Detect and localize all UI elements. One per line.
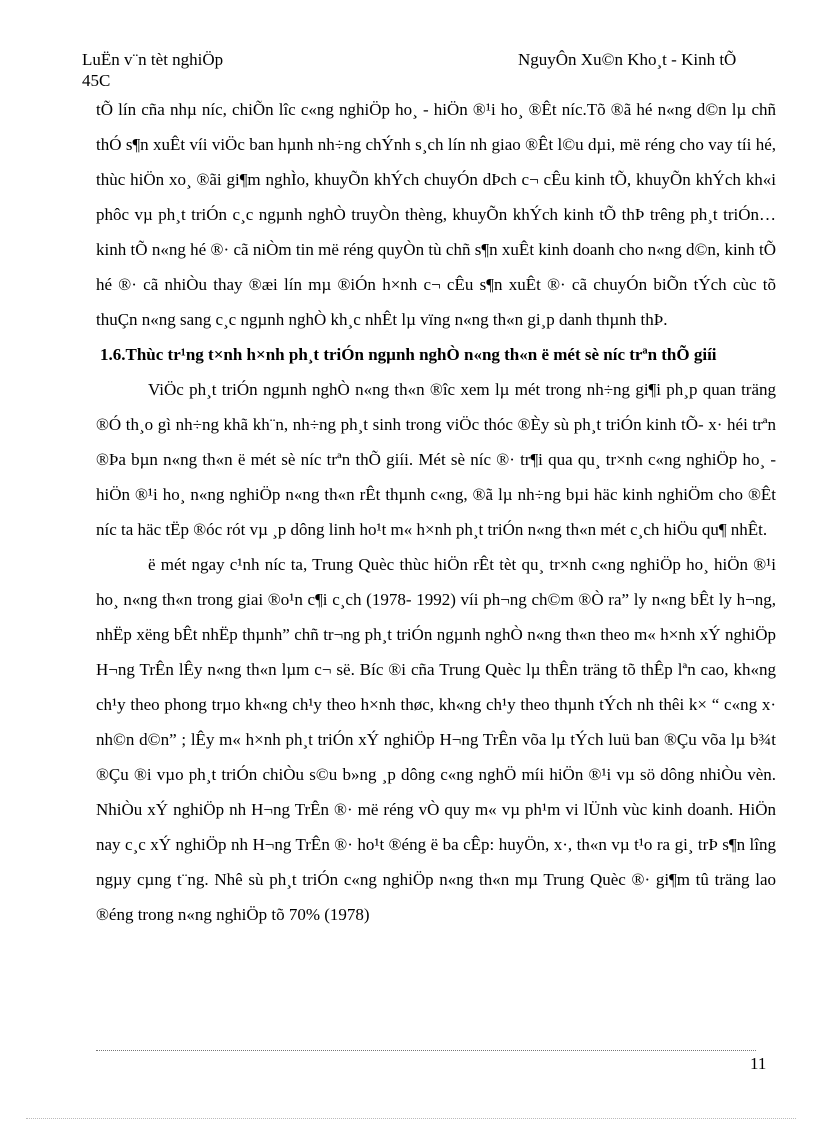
body-paragraph-1: tÕ lín cña nhµ níc, chiÕn lîc c«ng nghiÖp ho¸ - hiÖn ®¹i ho¸ ®Êt níc.Tõ ®ã hé n«ng d©n lµ chñ thÓ s¶n xuÊt víi viÖc ban hµnh nh÷ng chÝnh s¸ch lín nh giao ®Êt l©u dµi, më réng cho vay tíi hé, thùc hiÖn xo¸ ®ãi gi¶m nghÌo, khuyÕn khÝch chuyÓn dÞch c¬ cÊu kinh tÕ, khuyÕn khÝch kh«i phôc vµ ph¸t triÓn c¸c ngµnh nghÒ truyÒn thèng, khuyÕn khÝch kinh tÕ thÞ trêng ph¸t triÓn… kinh tÕ n«ng hé ®· cã niÒm tin më réng quyÒn tù chñ s¶n xuÊt kinh doanh cho n«ng d©n, kinh tÕ hé ®· cã nhiÒu thay ®æi lín mµ ®iÓn h×nh c¬ cÊu s¶n xuÊt ®· cã chuyÓn biÕn tÝch cùc tõ thuÇn n«ng sang c¸c ngµnh nghÒ kh¸c nhÊt lµ vïng n«ng th«n gi¸p danh thµnh thÞ. [96, 100, 776, 329]
header-author: NguyÔn Xu©n Kho¸t - Kinh tÕ [518, 50, 737, 69]
page-bottom-divider [26, 1118, 796, 1119]
footer-divider [96, 1050, 756, 1051]
page-number: 11 [750, 1054, 767, 1073]
header-left [82, 49, 223, 91]
header-thesis-title: LuËn v¨n tèt nghiÖp [82, 50, 224, 69]
header-class-code: 45C [82, 71, 111, 90]
body-paragraph-3: ë mét ngay c¹nh níc ta, Trung Quèc thùc hiÖn rÊt tèt qu¸ tr×nh c«ng nghiÖp ho¸ hiÖn ®¹i ho¸ n«ng th«n trong giai ®o¹n c¶i c¸ch (1978- 1992) víi ph¬ng ch©m ®Ò ra” ly n«ng bÊt ly h¬ng, nhËp xëng bÊt nhËp thµnh” chñ tr¬ng ph¸t triÓn ngµnh nghÒ n«ng th«n theo m« h×nh xÝ nghiÖp H¬ng TrÊn lÊy n«ng th«n lµm c¬ së. Bíc ®i cña Trung Quèc lµ thÊn träng tõ thÊp lªn cao, kh«ng ch¹y theo phong trµo kh«ng ch¹y theo h×nh thøc, kh«ng ch¹y theo thµnh tÝch nh thêi k× “ c«ng x· nh©n d©n” ; lÊy m« h×nh ph¸t triÓn xÝ nghiÖp H¬ng TrÊn võa lµ tÝch luü ban ®Çu võa lµ b¾t ®Çu ®i vµo ph¸t triÓn chiÒu s©u b»ng ¸p dông c«ng nghÖ míi hiÖn ®¹i vµ sö dông nhiÒu vèn. NhiÒu xÝ nghiÖp nh H¬ng TrÊn ®· më réng vÒ quy m« vµ ph¹m vi lÜnh vùc kinh doanh. HiÖn nay c¸c xÝ nghiÖp nh H¬ng TrÊn ®· ho¹t ®éng ë ba cÊp: huyÖn, x·, th«n vµ t¹o ra gi¸ trÞ s¶n lîng ngµy cµng t¨ng. Nhê sù ph¸t triÓn c«ng nghiÖp n«ng th«n mµ Trung Quèc ®· gi¶m tû träng lao ®éng trong n«ng nghiÖp tõ 70% (1978) [96, 555, 776, 924]
document-body [96, 92, 776, 932]
body-paragraph-2: ViÖc ph¸t triÓn ngµnh nghÒ n«ng th«n ®îc xem lµ mét trong nh÷ng gi¶i ph¸p quan träng ®Ó th¸o gì nh÷ng khã kh¨n, nh÷ng ph¸t sinh trong viÖc thóc ®Èy sù ph¸t triÓn kinh tÕ- x· héi trªn ®Þa bµn n«ng th«n ë mét sè níc trªn thÕ giíi. Mét sè níc ®· tr¶i qua qu¸ tr×nh c«ng nghiÖp ho¸ - hiÖn ®¹i ho¸ n«ng nghiÖp n«ng th«n rÊt thµnh c«ng, ®ã lµ nh÷ng bµi häc kinh nghiÖm cho ®Êt níc ta häc tËp ®óc rót vµ ¸p dông linh ho¹t m« h×nh ph¸t triÓn n«ng th«n mét c¸ch hiÖu qu¶ nhÊt. [96, 380, 776, 539]
section-heading: 1.6.Thùc tr¹ng t×nh h×nh ph¸t triÓn ngµnh nghÒ n«ng th«n ë mét sè níc trªn thÕ giíi [100, 345, 717, 364]
